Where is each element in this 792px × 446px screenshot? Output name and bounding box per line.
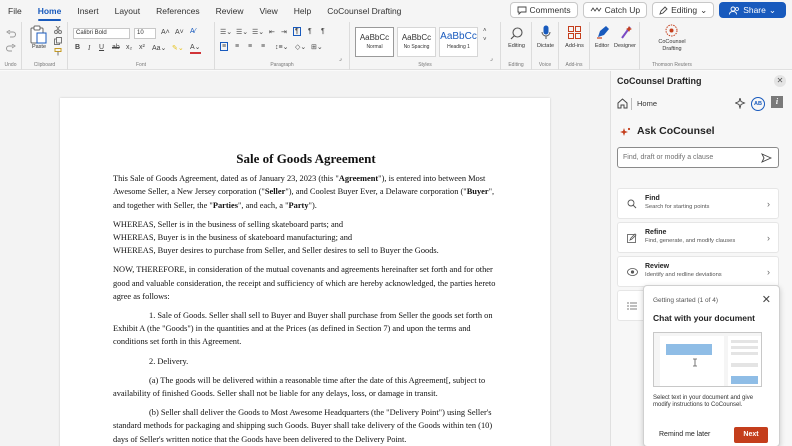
whereas-clause[interactable]: WHEREAS, Seller is in the business of selling skateboard parts; and <box>113 219 344 229</box>
home-icon[interactable] <box>617 98 628 109</box>
voice-group-label: Voice <box>538 62 552 68</box>
cocounsel-button-line1[interactable]: CoCounsel <box>658 39 686 45</box>
list-icon <box>627 301 637 311</box>
editor-designer-group <box>590 22 640 70</box>
tab-view[interactable]: View <box>259 6 278 16</box>
intro-text: ", and together with Seller, the " <box>113 187 495 210</box>
format-painter-icon[interactable] <box>54 48 62 56</box>
menu-bar <box>0 0 792 22</box>
addins-group-label: Add-ins <box>565 62 583 68</box>
card-title: Review <box>645 263 670 270</box>
strikethrough-icon[interactable]: ab <box>112 44 120 51</box>
font-size-select[interactable] <box>134 28 156 39</box>
styles-scroll-up-icon[interactable]: ˄ <box>483 28 487 34</box>
italic-icon[interactable]: I <box>88 44 91 52</box>
align-left-icon[interactable]: ≡ <box>222 43 227 50</box>
font-color-icon[interactable]: A⌄ <box>190 44 201 54</box>
refine-card[interactable] <box>617 222 779 253</box>
tab-layout[interactable]: Layout <box>114 6 141 16</box>
intro-text: This Sale of Goods Agreement, dated as of January 23, 2023 (this " <box>113 174 339 184</box>
style-name: No Spacing <box>403 44 430 50</box>
comments-button[interactable] <box>510 2 578 18</box>
cocounsel-button-line2[interactable]: Drafting <box>662 46 682 52</box>
intro-text: "), is entered into between Most Awesome Seller, a New Jersey corporation (" <box>113 174 486 197</box>
undo-icon[interactable] <box>6 30 16 39</box>
share-people-icon <box>729 6 740 15</box>
microphone-icon[interactable] <box>541 25 551 40</box>
ask-input-placeholder: Find, draft or modify a clause <box>623 154 714 161</box>
thomson-reuters-label: Thomson Reuters <box>652 62 692 68</box>
pane-title: CoCounsel Drafting <box>617 76 702 86</box>
card-title: Refine <box>645 229 667 236</box>
ask-cocounsel-heading: Ask CoCounsel <box>637 125 715 137</box>
styles-scroll-down-icon[interactable]: ˅ <box>483 37 487 43</box>
editor-button-label[interactable]: Editor <box>594 43 610 49</box>
clipboard-group <box>22 22 68 70</box>
increase-indent-icon[interactable]: ⇥ <box>281 29 287 36</box>
superscript-icon[interactable]: x² <box>139 44 145 51</box>
chevron-down-icon: ⌄ <box>768 4 776 15</box>
tab-help[interactable]: Help <box>293 6 312 16</box>
style-sample: AaBbCc <box>440 31 477 42</box>
copy-icon[interactable] <box>54 37 62 45</box>
shading-icon[interactable]: ◇⌄ <box>295 44 307 51</box>
comments-label: Comments <box>529 5 571 15</box>
highlight-icon[interactable]: ✎⌄ <box>172 45 184 52</box>
send-icon[interactable] <box>761 153 772 163</box>
whereas-clause[interactable]: WHEREAS, Buyer is in the business of skateboard manufacturing; and <box>113 233 353 243</box>
section-2b-paragraph[interactable]: (b) Seller shall deliver the Goods to Most Awesome Headquarters (the "Delivery Point") using Seller's standard methods for packaging and shipping such Goods. Buyer shall take delivery of the Goods within ten (10) days of Seller's written notice that the Goods have been delivered to the Delivery Point. <box>113 408 493 444</box>
popup-description: Select text in your document and give modify instructions to CoCounsel. <box>653 395 754 409</box>
intro-text: "), and Coolest Buyer Ever, a Delaware corporation (" <box>285 187 467 197</box>
tab-home[interactable]: Home <box>30 0 70 22</box>
defined-term-seller: Seller <box>264 187 286 197</box>
avatar[interactable]: AB <box>751 97 765 111</box>
redo-icon[interactable] <box>6 44 16 53</box>
whereas-clause[interactable]: WHEREAS, Buyer desires to purchase from Seller, and Seller desires to sell to Buyer the Goods. <box>113 246 439 256</box>
close-icon[interactable]: ✕ <box>761 294 771 306</box>
shrink-font-icon[interactable]: A˅ <box>175 29 184 36</box>
rtl-icon[interactable]: ¶ <box>308 28 312 35</box>
document-page[interactable] <box>60 98 550 446</box>
editing-mode-button[interactable] <box>652 2 714 18</box>
show-marks-icon[interactable]: ¶ <box>321 28 325 35</box>
paste-icon[interactable] <box>30 25 47 44</box>
card-subtitle: Search for starting points <box>645 204 710 210</box>
defined-term-buyer: Buyer <box>466 187 489 197</box>
document-illustration <box>654 333 763 388</box>
grow-font-icon[interactable]: A˄ <box>161 29 170 36</box>
tab-review[interactable]: Review <box>215 6 244 16</box>
document-body[interactable] <box>113 152 499 446</box>
tab-references[interactable]: References <box>156 6 200 16</box>
paste-label[interactable]: Paste <box>31 44 47 50</box>
subscript-icon[interactable]: x₂ <box>126 44 133 51</box>
edit-icon <box>627 233 637 243</box>
eye-icon <box>627 267 638 277</box>
popup-title: Chat with your document <box>653 313 755 323</box>
font-name-value: Calibri Bold <box>76 30 107 36</box>
home-nav-label[interactable]: Home <box>637 99 658 108</box>
clipboard-group-label: Clipboard <box>33 62 56 68</box>
document-canvas[interactable] <box>0 71 610 446</box>
font-group-label: Font <box>135 62 146 68</box>
section-2a-paragraph[interactable]: (a) The goods will be delivered within a reasonable time after the date of this Agreement[, subject to availability of finished Goods. Seller shall not be liable for any delays, loss, or damage in transit. <box>113 375 486 399</box>
style-no-spacing[interactable] <box>397 27 436 57</box>
tab-file[interactable]: File <box>8 6 22 16</box>
section-2-heading[interactable]: 2. Delivery. <box>149 356 189 366</box>
info-icon[interactable]: i <box>771 96 783 108</box>
search-icon[interactable] <box>510 27 523 40</box>
editing-group <box>501 22 532 70</box>
ask-input[interactable] <box>617 147 779 168</box>
now-therefore-paragraph[interactable]: NOW, THEREFORE, in consideration of the mutual covenants and agreements hereinafter set forth and for other good and valuable consideration, the receipt and sufficiency of which are hereby acknowledged, the parties hereto agree as follows: <box>113 265 496 301</box>
cocounsel-sparkle-icon <box>620 127 631 138</box>
clear-format-icon[interactable]: A⁄ <box>190 28 196 35</box>
chevron-right-icon: › <box>767 199 770 209</box>
numbering-icon[interactable]: ☰⌄ <box>236 29 249 36</box>
multilevel-list-icon[interactable]: ☰⌄ <box>252 29 265 36</box>
style-sample: AaBbCc <box>359 33 390 42</box>
dictate-button-label[interactable]: Dictate <box>536 43 555 49</box>
intro-paragraph[interactable] <box>113 172 499 212</box>
comment-icon <box>517 6 527 15</box>
editing-button-label[interactable]: Editing <box>508 43 525 49</box>
editing-mode-label: Editing <box>671 5 698 15</box>
align-right-icon[interactable]: ≡ <box>248 43 253 50</box>
catchup-label: Catch Up <box>604 5 641 15</box>
designer-icon[interactable] <box>619 25 633 39</box>
share-label: Share <box>743 5 766 15</box>
font-group <box>68 22 215 70</box>
catchup-button[interactable] <box>583 2 647 18</box>
ribbon <box>0 22 792 70</box>
pane-header <box>611 71 792 91</box>
popup-step-label: Getting started (1 of 4) <box>653 297 719 304</box>
designer-button-label[interactable]: Designer <box>613 43 636 49</box>
defined-term-parties: Parties <box>212 200 238 210</box>
section-1-paragraph[interactable]: 1. Sale of Goods. Seller shall sell to Buyer and Buyer shall purchase from Seller the goods set forth on Exhibit A (the "Goods") in the quantities and at the Prices (as defined in Section 7) and upon the terms and conditions set forth in this Agreement. <box>113 311 493 347</box>
align-center-icon[interactable]: ≡ <box>235 43 240 50</box>
tab-insert[interactable]: Insert <box>77 6 99 16</box>
font-size-value: 10 <box>137 30 144 36</box>
chevron-down-icon: ⌄ <box>700 4 708 15</box>
cocounsel-group <box>640 22 704 70</box>
addins-button-label[interactable]: Add-ins <box>565 43 584 49</box>
editor-pen-icon[interactable] <box>596 25 610 39</box>
card-subtitle: Find, generate, and modify clauses <box>645 238 736 244</box>
cocounsel-logo-icon[interactable] <box>665 24 678 37</box>
paragraph-group <box>215 22 350 70</box>
review-card[interactable] <box>617 256 779 287</box>
ltr-icon[interactable]: ¶ <box>295 28 299 35</box>
undo-group <box>0 22 22 70</box>
editing-group-label: Editing <box>508 62 524 68</box>
cut-icon[interactable] <box>54 26 62 34</box>
undo-group-label: Undo <box>4 62 17 68</box>
close-icon[interactable]: ✕ <box>774 75 786 87</box>
justify-icon[interactable]: ≡ <box>261 43 266 50</box>
defined-term-agreement: Agreement <box>338 174 379 184</box>
tab-cocounsel-drafting[interactable]: CoCounsel Drafting <box>327 6 402 16</box>
borders-icon[interactable]: ⊞⌄ <box>311 44 323 51</box>
voice-group <box>532 22 559 70</box>
style-name: Heading 1 <box>447 44 470 50</box>
card-title: Find <box>645 195 660 202</box>
change-case-icon[interactable]: Aa⌄ <box>152 45 167 52</box>
catchup-icon <box>590 6 602 14</box>
styles-dialog-icon[interactable]: ⌟ <box>490 56 493 62</box>
nav-divider <box>631 98 632 110</box>
share-button[interactable] <box>719 2 786 18</box>
bullets-icon[interactable]: ☰⌄ <box>220 29 233 36</box>
search-icon <box>627 199 637 209</box>
card-subtitle: Identify and redline deviations <box>645 272 722 278</box>
getting-started-popup <box>643 285 780 446</box>
pencil-icon <box>659 6 668 15</box>
style-name: Normal <box>366 44 383 50</box>
font-name-select[interactable] <box>73 28 130 39</box>
remind-me-later-button[interactable]: Remind me later <box>659 431 711 438</box>
decrease-indent-icon[interactable]: ⇤ <box>269 29 275 36</box>
addins-icon[interactable] <box>568 26 581 39</box>
defined-term-party: Party <box>288 200 309 210</box>
line-spacing-icon[interactable]: ↕≡⌄ <box>275 44 289 51</box>
style-sample: AaBbCc <box>401 33 432 42</box>
next-button[interactable]: Next <box>734 427 768 443</box>
underline-icon[interactable]: U <box>99 44 105 51</box>
document-title[interactable]: Sale of Goods Agreement <box>236 151 376 166</box>
sparkle-icon[interactable] <box>735 98 746 109</box>
styles-group-label: Styles <box>418 62 432 68</box>
styles-group <box>350 22 501 70</box>
menu-right-actions <box>510 2 786 18</box>
pane-nav <box>611 93 792 115</box>
paragraph-group-label: Paragraph <box>270 62 294 68</box>
style-heading-1[interactable] <box>439 27 478 57</box>
chevron-right-icon: › <box>767 233 770 243</box>
bold-icon[interactable]: B <box>75 44 81 51</box>
chevron-right-icon: › <box>767 267 770 277</box>
find-card[interactable] <box>617 188 779 219</box>
paragraph-dialog-icon[interactable]: ⌟ <box>339 56 342 62</box>
addins-group <box>559 22 590 70</box>
intro-text: ", and each, a " <box>237 200 289 210</box>
popup-illustration <box>653 332 762 387</box>
intro-text: "). <box>308 200 317 210</box>
style-normal[interactable] <box>355 27 394 57</box>
